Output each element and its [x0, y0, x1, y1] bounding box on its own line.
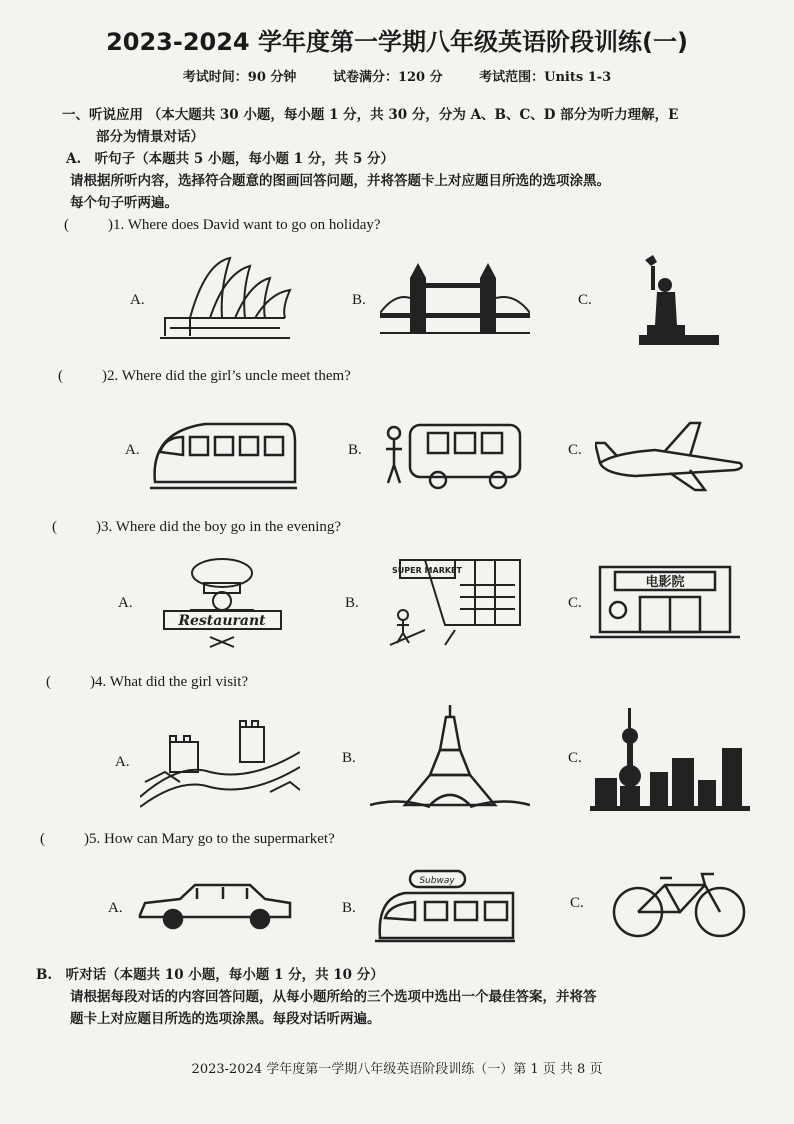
part-a-instr2: 每个句子听两遍。 — [70, 195, 178, 211]
car-image — [135, 875, 295, 935]
section-one-line1: 一、听说应用 （本大题共 30 小题，每小题 1 分，共 30 分，分为 A、B、C、D 部分为听力理解，E — [62, 107, 679, 123]
exam-time: 考试时间：90 分钟 — [182, 70, 297, 85]
q4-option-a: A. — [115, 754, 130, 770]
section-one-line2: 部分为情景对话） — [96, 129, 204, 145]
q3-option-a: A. — [118, 595, 133, 611]
question-2-text: )2. Where did the girl’s uncle meet them? — [102, 368, 351, 384]
q4-option-b: B. — [342, 750, 356, 766]
supermarket-image — [385, 555, 525, 650]
q1-option-b: B. — [352, 292, 366, 308]
q2-option-b: B. — [348, 442, 362, 458]
question-3-text: )3. Where did the boy go in the evening? — [96, 519, 342, 535]
q3-option-b: B. — [345, 595, 359, 611]
train-image — [145, 412, 300, 492]
answer-blank[interactable]: ( — [40, 831, 45, 847]
question-4 — [46, 674, 248, 691]
exam-title: 2023-2024 学年度第一学期八年级英语阶段训练(一) — [106, 28, 688, 56]
part-a-instr1: 请根据所听内容，选择符合题意的图画回答问题，并将答题卡上对应题目所选的选项涂黑。 — [70, 173, 610, 189]
question-3 — [52, 519, 341, 536]
opera-house-image — [150, 248, 300, 348]
part-b-instr1: 请根据每段对话的内容回答问题，从每小题所给的三个选项中选出一个最佳答案，并将答 — [70, 989, 597, 1005]
part-a-header — [66, 148, 756, 214]
part-b-header — [36, 964, 776, 1030]
answer-blank[interactable]: ( — [64, 217, 69, 233]
part-b-instr2: 题卡上对应题目所选的选项涂黑。每段对话听两遍。 — [70, 1011, 381, 1027]
question-4-text: )4. What did the girl visit? — [90, 674, 249, 690]
question-2 — [58, 368, 351, 385]
question-5-text: )5. How can Mary go to the supermarket? — [84, 831, 335, 847]
part-b-heading: B. 听对话（本题共 10 小题，每小题 1 分，共 10 分） — [36, 967, 384, 983]
exam-score: 试卷满分：120 分 — [332, 70, 443, 85]
q1-option-c: C. — [578, 292, 592, 308]
airplane-image — [595, 418, 750, 493]
q5-option-b: B. — [342, 900, 356, 916]
oriental-pearl-tower-image — [590, 708, 750, 813]
statue-of-liberty-image — [625, 250, 725, 350]
question-1-text: )1. Where does David want to go on holiday? — [108, 217, 381, 233]
exam-range: 考试范围：Units 1-3 — [479, 70, 612, 85]
restaurant-image — [160, 555, 285, 650]
q4-option-c: C. — [568, 750, 582, 766]
q1-option-a: A. — [130, 292, 145, 308]
tower-bridge-image — [380, 258, 530, 348]
question-1 — [64, 217, 381, 234]
great-wall-image — [140, 712, 300, 812]
eiffel-tower-image — [370, 705, 530, 815]
bus-image — [380, 405, 525, 495]
answer-blank[interactable]: ( — [52, 519, 57, 535]
q3-option-c: C. — [568, 595, 582, 611]
section-one-header — [62, 104, 752, 148]
part-a-heading: A. 听句子（本题共 5 小题，每小题 1 分，共 5 分） — [66, 151, 395, 167]
page-footer: 2023-2024 学年度第一学期八年级英语阶段训练（一）第 1 页 共 8 页 — [191, 1062, 603, 1077]
restaurant-sign: Restaurant — [178, 613, 266, 629]
supermarket-sign: SUPER MARKET — [392, 566, 462, 575]
bicycle-image — [610, 870, 750, 940]
q5-option-c: C. — [570, 895, 584, 911]
question-5 — [40, 831, 335, 848]
answer-blank[interactable]: ( — [58, 368, 63, 384]
q5-option-a: A. — [108, 900, 123, 916]
exam-meta — [0, 66, 794, 85]
cinema-sign: 电影院 — [645, 575, 685, 590]
subway-sign: Subway — [419, 876, 455, 886]
cinema-image — [590, 562, 740, 642]
q2-option-c: C. — [568, 442, 582, 458]
subway-image — [375, 868, 515, 943]
q2-option-a: A. — [125, 442, 140, 458]
answer-blank[interactable]: ( — [46, 674, 51, 690]
